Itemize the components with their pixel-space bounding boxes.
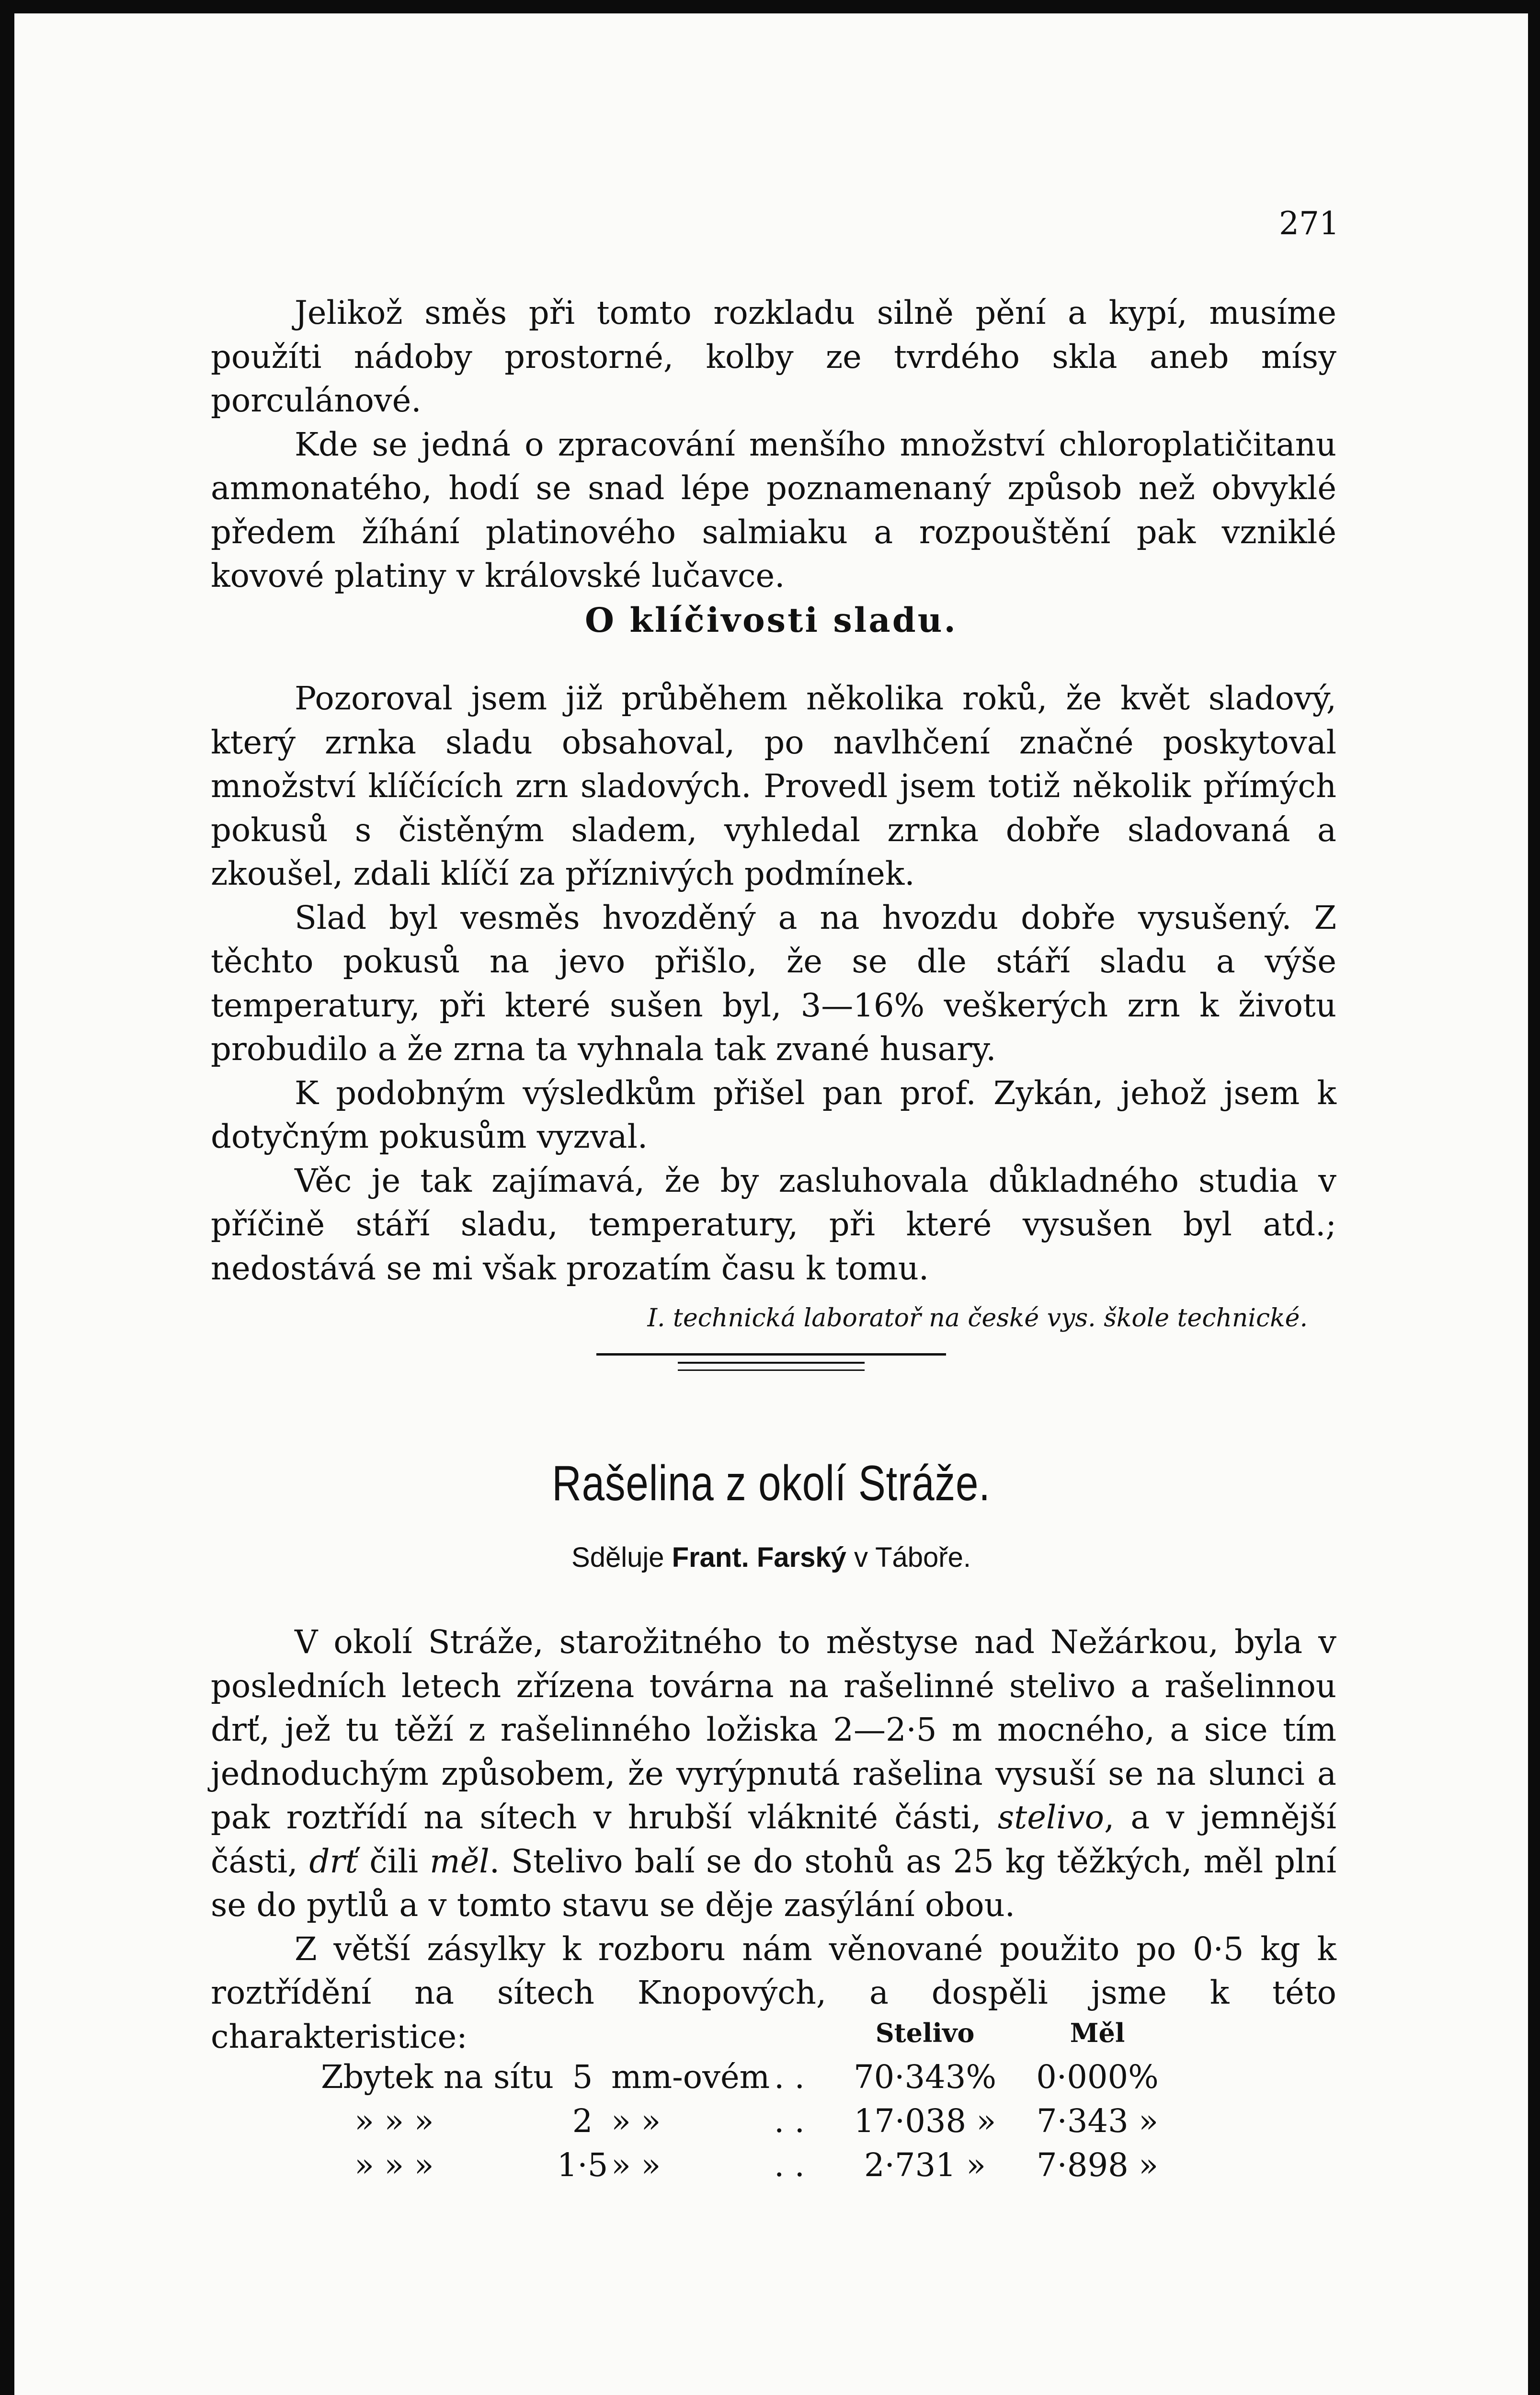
page-number: 271 xyxy=(1279,205,1339,242)
byline-prefix: Sděluje xyxy=(571,1542,664,1573)
text-run: . Stelivo balí se do stohů as 25 kg těžkých, měl plní se do pytlů a v tomto stavu se děje zasýlání obou. xyxy=(211,1842,1337,1924)
paragraph: Věc je tak zajímavá, že by zasluhovala důkladného studia v příčině stáří sladu, temperatury, při které vysušen byl atd.; nedostává se mi však prozatím času k tomu. xyxy=(211,1162,1336,1287)
sieve-table xyxy=(321,2011,1176,2187)
text-run: , a v jemnější části, xyxy=(211,1799,1336,1880)
value-mel: 0·000% xyxy=(1036,2058,1159,2096)
leader-dots: . . xyxy=(774,2058,805,2096)
table-row xyxy=(321,2055,1176,2099)
table-header xyxy=(321,2011,1176,2055)
leader-dots: . . xyxy=(774,2146,805,2184)
row-label: Zbytek na sítu xyxy=(321,2058,554,2096)
paragraph: K podobným výsledkům přišel pan prof. Zykán, jehož jsem k dotyčným pokusům vyzval. xyxy=(211,1074,1336,1155)
paragraph: Pozoroval jsem již průběhem několika roků, že květ sladový, který zrnka sladu obsahoval, po navlhčení značné poskytoval množství klíčících zrn sladových. Provedl jsem totiž několik přímých pokusů s čistěným sladem, vyhledal zrnka dobře sladovaná a zkoušel, zdali klíčí za příznivých podmínek. xyxy=(211,680,1336,892)
paragraph: Kde se jedná o zpracování menšího množství chloroplatičitanu ammonatého, hodí se snad lépe poznamenaný způsob než obvyklé předem žíhání platinového salmiaku a rozpouštění pak vzniklé kovové platiny v královské lučavce. xyxy=(211,425,1336,594)
sieve-size: 1·5 xyxy=(557,2146,608,2184)
col-stelivo: Stelivo xyxy=(875,2018,975,2048)
author: Frant. Farský xyxy=(672,1542,846,1573)
term-stelivo: stelivo xyxy=(997,1799,1104,1836)
byline xyxy=(14,1541,1528,1574)
value-stelivo: 17·038 » xyxy=(854,2102,996,2140)
paragraph xyxy=(211,1620,1336,1927)
leader-dots: . . xyxy=(774,2102,805,2140)
section2-body xyxy=(211,1620,1336,2059)
sieve-size: 2 xyxy=(572,2102,593,2140)
paragraph: Z větší zásylky k rozboru nám věnované použito po 0·5 kg k roztřídění na sítech Knopových, a dospěli jsme k této charakteristice: xyxy=(211,1930,1336,2055)
article-title: Rašelina z okolí Stráže. xyxy=(552,1456,991,1511)
value-mel: 7·343 » xyxy=(1036,2102,1159,2140)
value-stelivo: 2·731 » xyxy=(864,2146,986,2184)
page xyxy=(14,13,1528,2395)
table-row xyxy=(321,2143,1176,2187)
signature: I. technická laboratoř na české vys. škole technické. xyxy=(647,1304,1308,1333)
row-label: » » » xyxy=(354,2102,434,2140)
text-run: čili xyxy=(358,1842,430,1880)
byline-suffix: v Táboře. xyxy=(854,1542,971,1573)
term-drt: drť xyxy=(309,1842,358,1880)
text-run: V okolí Stráže, starožitného to městyse nad Nežárkou, byla v posledních letech zřízena továrna na rašelinné stelivo a rašelinnou drť, jež tu těží z rašelinného ložiska 2—2·5 m mocného, a sice tím jednoduchým způsobem, že vyrýpnutá rašelina vysuší se na slunci a pak roztřídí na sítech v hrubší vláknité části, xyxy=(211,1623,1336,1836)
sieve-unit: » » xyxy=(611,2146,661,2184)
sieve-unit: » » xyxy=(611,2102,661,2140)
intro-block xyxy=(211,291,1336,598)
value-mel: 7·898 » xyxy=(1036,2146,1159,2184)
sieve-unit: mm-ovém xyxy=(611,2058,770,2096)
term-mel: měl xyxy=(430,1842,490,1880)
section-heading: O klíčivosti sladu. xyxy=(585,600,958,640)
col-mel: Měl xyxy=(1070,2018,1125,2048)
section1-body xyxy=(211,677,1336,1333)
sieve-size: 5 xyxy=(572,2058,593,2096)
value-stelivo: 70·343% xyxy=(853,2058,997,2096)
paragraph: Jelikož směs při tomto rozkladu silně pění a kypí, musíme použíti nádoby prostorné, kolby ze tvrdého skla aneb mísy porculánové. xyxy=(211,294,1336,419)
table-row xyxy=(321,2099,1176,2143)
paragraph: Slad byl vesměs hvozděný a na hvozdu dobře vysušený. Z těchto pokusů na jevo přišlo, že se dle stáří sladu a výše temperatury, při které sušen byl, 3—16% veškerých zrn k životu probudilo a že zrna ta vyhnala tak zvané husary. xyxy=(211,899,1336,1068)
row-label: » » » xyxy=(354,2146,434,2184)
